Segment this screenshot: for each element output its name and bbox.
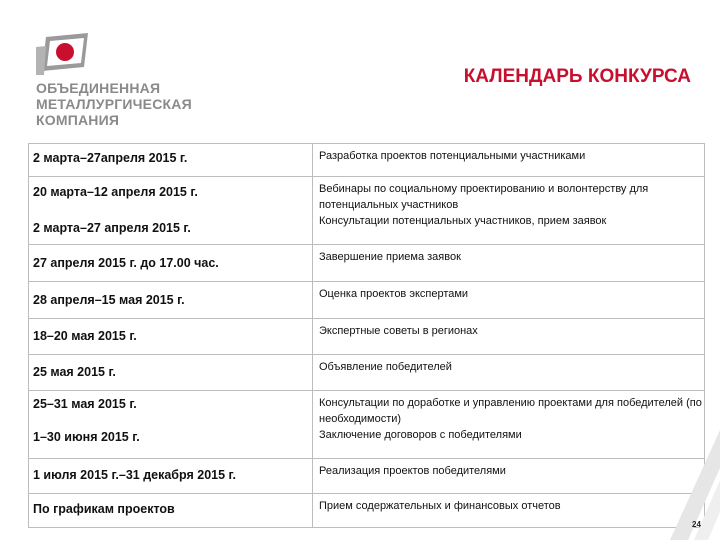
event-text: Разработка проектов потенциальными участниками	[319, 150, 586, 162]
date-cell	[29, 494, 313, 528]
date-text: По графикам проектов	[33, 502, 175, 516]
date-cell	[29, 459, 313, 494]
table-row	[29, 319, 705, 355]
company-logo	[36, 33, 196, 133]
table-row	[29, 391, 705, 459]
event-cell	[313, 319, 705, 355]
company-logo-text	[36, 81, 192, 129]
event-text: Реализация проектов победителями	[319, 465, 506, 477]
event-text: Прием содержательных и финансовых отчетов	[319, 500, 561, 512]
page-number: 24	[692, 520, 701, 529]
event-text: Завершение приема заявок	[319, 251, 461, 263]
logo-line: ОБЪЕДИНЕННАЯ	[36, 80, 161, 96]
event-cell	[313, 245, 705, 282]
event-cell	[313, 355, 705, 391]
date-text: 20 марта–12 апреля 2015 г.	[33, 185, 198, 199]
date-cell	[29, 282, 313, 319]
table-row	[29, 355, 705, 391]
date-cell	[29, 355, 313, 391]
event-text: Консультации потенциальных участников, прием заявок	[319, 215, 607, 227]
event-text: Консультации по доработке и управлению проектами для победителей (по необходимости)	[319, 397, 702, 425]
date-text: 28 апреля–15 мая 2015 г.	[33, 293, 185, 307]
date-text: 1–30 июня 2015 г.	[33, 430, 140, 444]
date-text: 2 марта–27апреля 2015 г.	[33, 151, 188, 165]
date-text: 18–20 мая 2015 г.	[33, 329, 137, 343]
date-cell	[29, 177, 313, 245]
company-logo-mark-icon	[36, 33, 94, 75]
event-cell	[313, 177, 705, 245]
table-row	[29, 459, 705, 494]
date-text: 25–31 мая 2015 г.	[33, 397, 137, 411]
date-cell	[29, 391, 313, 459]
page-title: КАЛЕНДАРЬ КОНКУРСА	[463, 66, 691, 87]
date-text: 1 июля 2015 г.–31 декабря 2015 г.	[33, 468, 236, 482]
event-text: Вебинары по социальному проектированию и волонтерству для потенциальных участников	[319, 183, 649, 211]
table-row	[29, 144, 705, 177]
date-cell	[29, 319, 313, 355]
date-cell	[29, 144, 313, 177]
event-text: Экспертные советы в регионах	[319, 325, 478, 337]
event-text: Оценка проектов экспертами	[319, 288, 469, 300]
logo-line: МЕТАЛЛУРГИЧЕСКАЯ	[36, 96, 192, 112]
logo-line: КОМПАНИЯ	[36, 112, 120, 128]
table-row	[29, 177, 705, 245]
event-text: Объявление победителей	[319, 361, 452, 373]
date-text: 25 мая 2015 г.	[33, 365, 116, 379]
event-cell	[313, 282, 705, 319]
event-text: Заключение договоров с победителями	[319, 429, 522, 441]
table-row	[29, 494, 705, 528]
date-cell	[29, 245, 313, 282]
schedule-table	[28, 143, 705, 528]
table-row	[29, 282, 705, 319]
table-row	[29, 245, 705, 282]
event-cell	[313, 144, 705, 177]
date-text: 2 марта–27 апреля 2015 г.	[33, 221, 191, 235]
corner-decoration	[610, 420, 720, 540]
date-text: 27 апреля 2015 г. до 17.00 час.	[33, 256, 219, 270]
